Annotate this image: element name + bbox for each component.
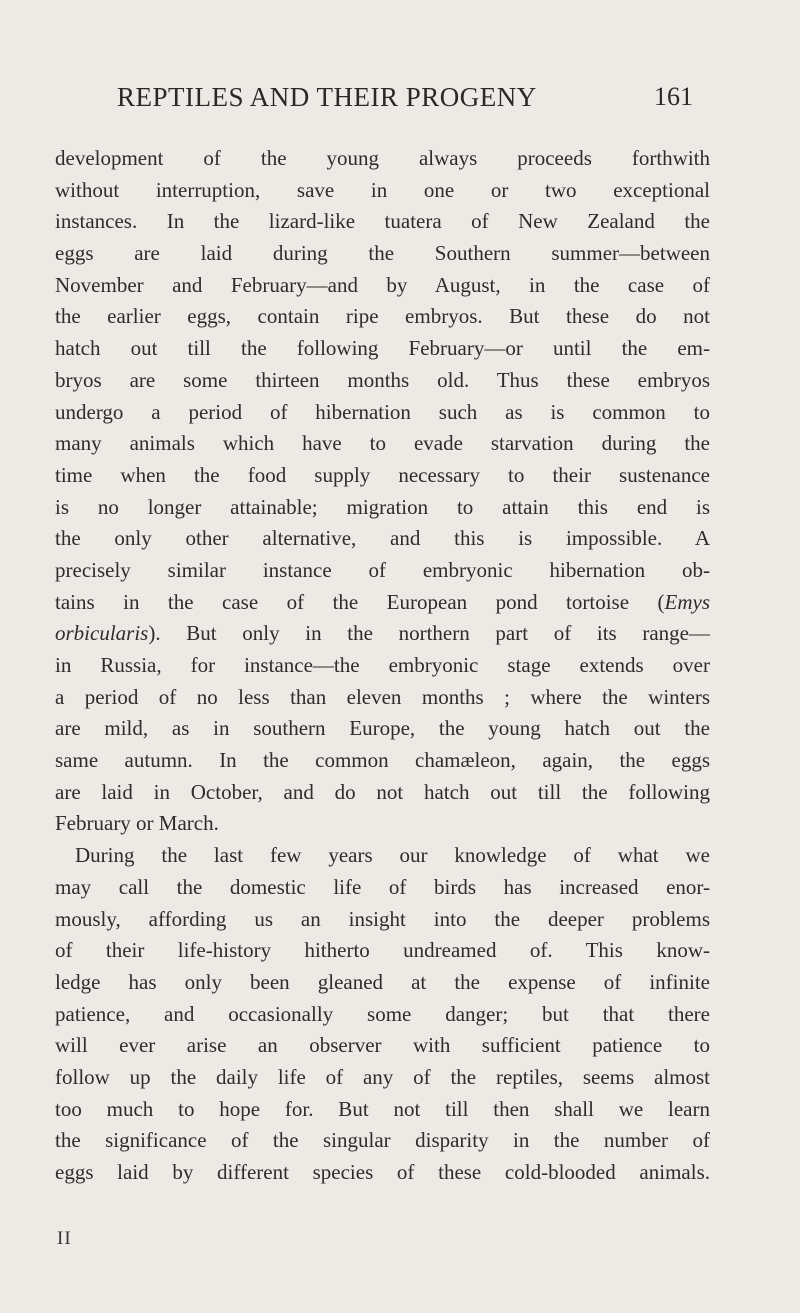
italic-term: orbicularis xyxy=(55,621,149,646)
text-line-last: February or March. xyxy=(55,811,219,836)
text-line: undergo a period of hibernation such as is common to xyxy=(55,399,710,424)
text-line: November and February—and by August, in the case of xyxy=(55,272,710,297)
text-line: will ever arise an observer with sufficient patience to xyxy=(55,1033,710,1058)
text-line: hatch out till the following February—or until the em- xyxy=(55,336,710,361)
running-head: REPTILES AND THEIR PROGENY xyxy=(117,82,537,112)
text-line: instances. In the lizard-like tuatera of New Zealand the xyxy=(55,209,710,234)
text-line: the significance of the singular disparity in the number of xyxy=(55,1128,710,1153)
text-line: time when the food supply necessary to their sustenance xyxy=(55,462,710,487)
text-line: is no longer attainable; migration to attain this end is xyxy=(55,494,710,519)
body-text xyxy=(55,143,710,1189)
text-line: eggs laid by different species of these cold-blooded animals. xyxy=(55,1160,710,1184)
text-line: the only other alternative, and this is impossible. A xyxy=(55,526,710,551)
text-line: mously, affording us an insight into the deeper problems xyxy=(55,906,710,931)
text-line: bryos are some thirteen months old. Thus these embryos xyxy=(55,367,710,392)
text-line: same autumn. In the common chamæleon, again, the eggs xyxy=(55,748,710,773)
signature-mark: II xyxy=(57,1228,72,1249)
text-line: of their life-history hitherto undreamed of. This know- xyxy=(55,938,710,963)
text-line: may call the domestic life of birds has increased enor- xyxy=(55,874,710,899)
text-line-indent: During the last few years our knowledge of what we xyxy=(75,843,710,868)
text-line: in Russia, for instance—the embryonic stage extends over xyxy=(55,653,710,677)
text-segment: ). But only in the northern part of its range— xyxy=(148,621,710,646)
text-line: eggs are laid during the Southern summer—between xyxy=(55,241,710,266)
text-line: too much to hope for. But not till then shall we learn xyxy=(55,1096,710,1121)
text-line-mixed xyxy=(55,618,710,650)
text-line: are laid in October, and do not hatch out till the following xyxy=(55,779,710,804)
text-line: ledge has only been gleaned at the expense of infinite xyxy=(55,969,710,994)
text-line: are mild, as in southern Europe, the young hatch out the xyxy=(55,716,710,741)
text-line-mixed xyxy=(55,587,710,619)
text-line: a period of no less than eleven months ; where the winters xyxy=(55,684,710,709)
page-header xyxy=(117,82,693,122)
text-line: patience, and occasionally some danger; but that there xyxy=(55,1001,710,1026)
text-segment: tains in the case of the European pond tortoise ( xyxy=(55,589,665,614)
page-number: 161 xyxy=(654,82,693,111)
text-line: precisely similar instance of embryonic hibernation ob- xyxy=(55,557,710,582)
text-line: the earlier eggs, contain ripe embryos. But these do not xyxy=(55,304,710,329)
text-line: many animals which have to evade starvation during the xyxy=(55,431,710,456)
text-line: without interruption, save in one or two exceptional xyxy=(55,177,710,202)
italic-term: Emys xyxy=(664,589,710,614)
text-line: follow up the daily life of any of the reptiles, seems almost xyxy=(55,1064,710,1089)
text-line: development of the young always proceeds forthwith xyxy=(55,146,710,170)
